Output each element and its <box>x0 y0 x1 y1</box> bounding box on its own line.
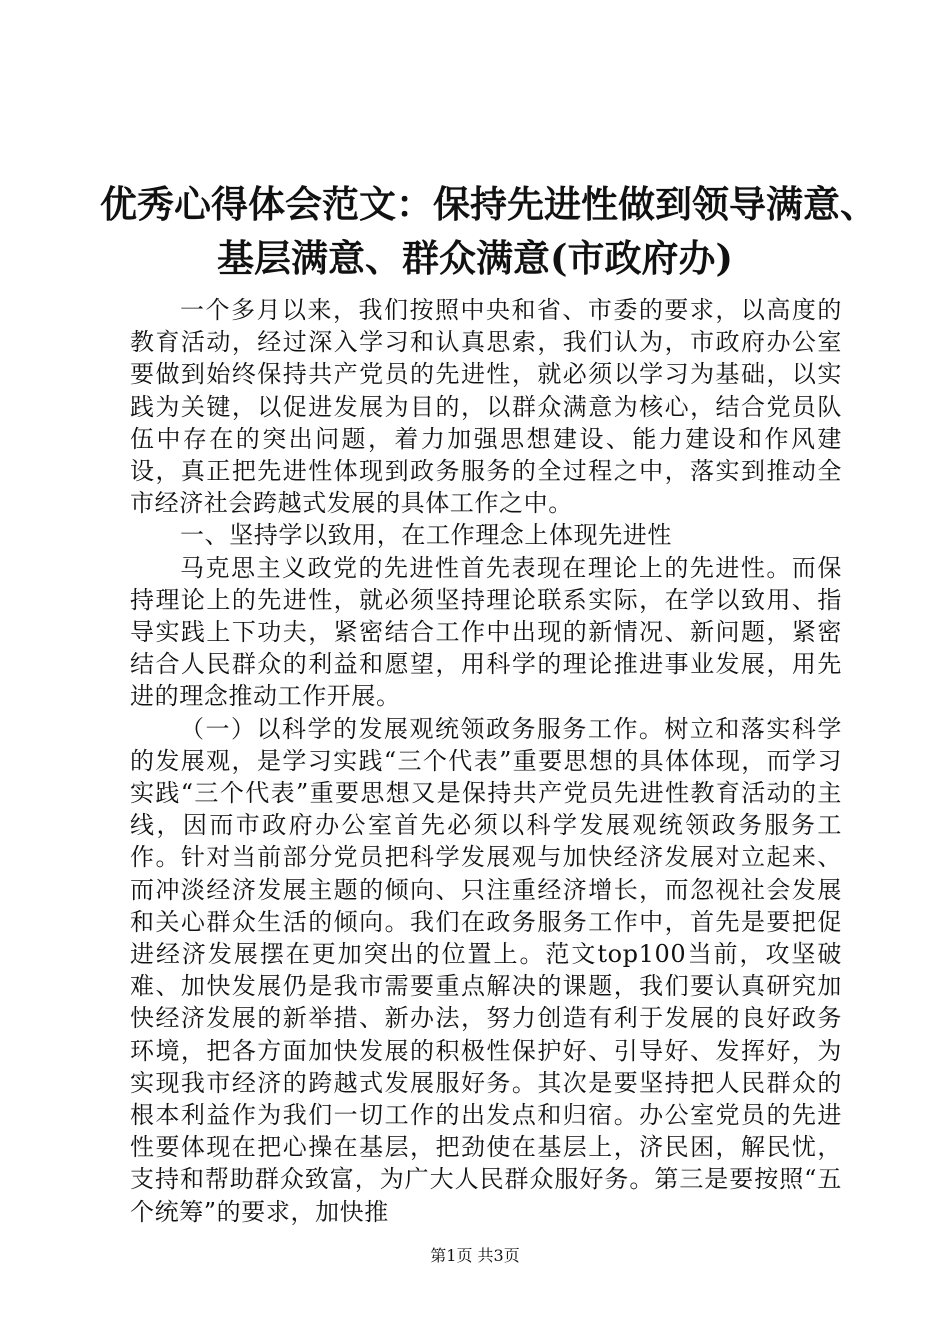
document-title-line-1: 优秀心得体会范文：保持先进性做到领导满意、 <box>100 182 877 226</box>
document-title-line-2: 基层满意、群众满意(市政府办) <box>216 236 733 280</box>
section-heading-1: 一、坚持学以致用，在工作理念上体现先进性 <box>180 521 672 550</box>
page-footer: 第1页 共3页 <box>430 1246 520 1265</box>
paragraph-theory: 马克思主义政党的先进性首先表现在理论上的先进性。而保持理论上的先进性，就必须坚持理论联系实际，在学以致用、指导实践上下功夫，紧密结合工作中出现的新情况、新问题，紧密结合人民群众的利益和愿望，用科学的理论推进事业发展，用先进的理念推动工作开展。 <box>130 553 842 711</box>
paragraph-subsection-1: （一）以科学的发展观统领政务服务工作。树立和落实科学的发展观，是学习实践“三个代表”重要思想的具体体现，而学习实践“三个代表”重要思想又是保持共产党员先进性教育活动的主线，因而市政府办公室首先必须以科学发展观统领政务服务工作。针对当前部分党员把科学发展观与加快经济发展对立起来、而冲淡经济发展主题的倾向、只注重经济增长，而忽视社会发展和关心群众生活的倾向。我们在政务服务工作中，首先是要把促进经济发展摆在更加突出的位置上。范文top100当前，攻坚破难、加快发展仍是我市需要重点解决的课题，我们要认真研究加快经济发展的新举措、新办法，努力创造有利于发展的良好政务环境，把各方面加快发展的积极性保护好、引导好、发挥好，为实现我市经济的跨越式发展服好务。其次是要坚持把人民群众的根本利益作为我们一切工作的出发点和归宿。办公室党员的先进性要体现在把心操在基层，把劲使在基层上，济民困，解民忧，支持和帮助群众致富，为广大人民群众服好务。第三是要按照“五个统筹”的要求，加快推 <box>130 714 842 1226</box>
document-body <box>130 294 842 1228</box>
paragraph-intro: 一个多月以来，我们按照中央和省、市委的要求，以高度的教育活动，经过深入学习和认真思索，我们认为，市政府办公室要做到始终保持共产党员的先进性，就必须以学习为基础，以实践为关键，以促进发展为目的，以群众满意为核心，结合党员队伍中存在的突出问题，着力加强思想建设、能力建设和作风建设，真正把先进性体现到政务服务的全过程之中，落实到推动全市经济社会跨越式发展的具体工作之中。 <box>130 296 842 518</box>
